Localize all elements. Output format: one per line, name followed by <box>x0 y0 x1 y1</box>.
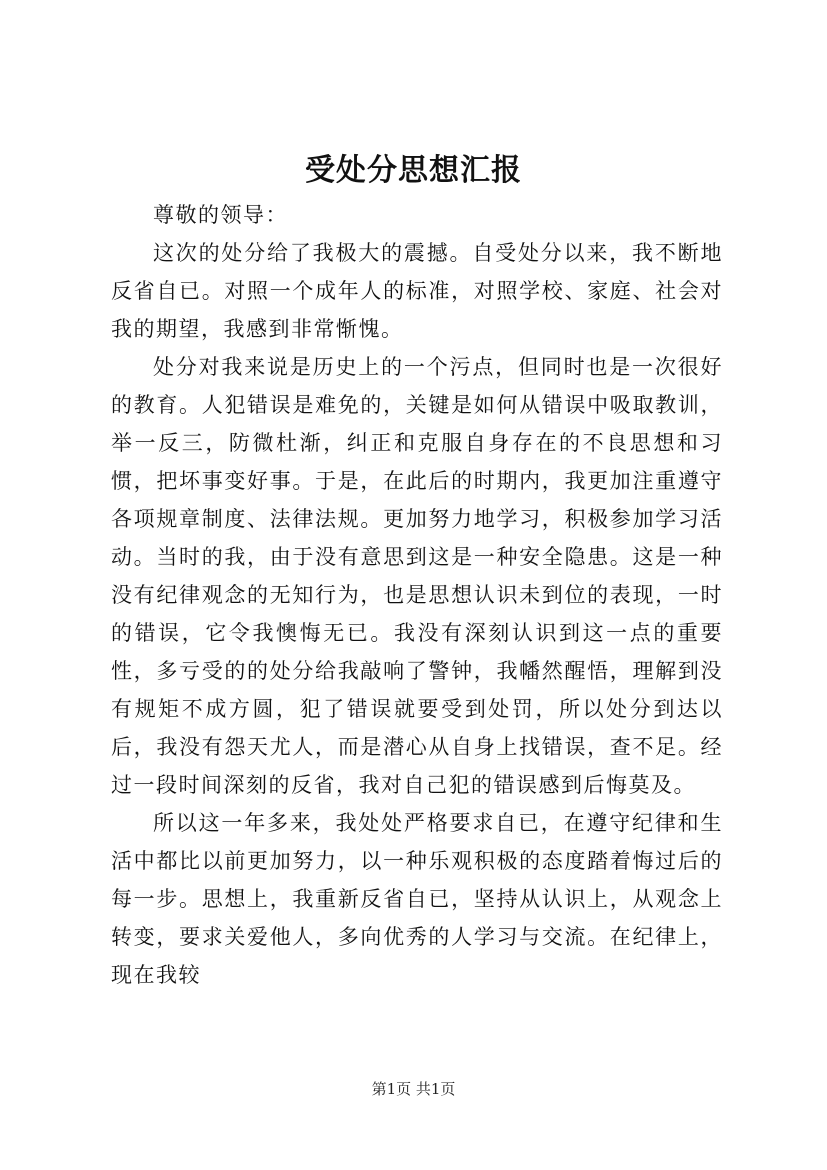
salutation: 尊敬的领导： <box>153 203 288 227</box>
document-title: 受处分思想汇报 <box>305 153 522 188</box>
document-body <box>111 196 723 994</box>
paragraph-1: 这次的处分给了我极大的震撼。自受处分以来，我不断地反省自已。对照一个成年人的标准，对照学校、家庭、社会对我的期望，我感到非常惭愧。 <box>111 241 723 341</box>
page-footer: 第1页 共1页 <box>371 1080 456 1098</box>
paragraph-3: 所以这一年多来，我处处严格要求自已，在遵守纪律和生活中都比以前更加努力，以一种乐观积极的态度踏着悔过后的每一步。思想上，我重新反省自已，坚持从认识上，从观念上转变，要求关爱他人，多向优秀的人学习与交流。在纪律上，现在我较 <box>111 811 723 987</box>
paragraph-2: 处分对我来说是历史上的一个污点，但同时也是一次很好的教育。人犯错误是难免的，关键是如何从错误中吸取教训，举一反三，防微杜渐，纠正和克服自身存在的不良思想和习惯，把坏事变好事。于是，在此后的时期内，我更加注重遵守各项规章制度、法律法规。更加努力地学习，积极参加学习活动。当时的我，由于没有意思到这是一种安全隐患。这是一种没有纪律观念的无知行为，也是思想认识未到位的表现，一时的错误，它令我懊悔无已。我没有深刻认识到这一点的重要性，多亏受的的处分给我敲响了警钟，我幡然醒悟，理解到没有规矩不成方圆，犯了错误就要受到处罚，所以处分到达以后，我没有怨天尤人，而是潜心从自身上找错误，查不足。经过一段时间深刻的反省，我对自己犯的错误感到后悔莫及。 <box>111 355 723 797</box>
